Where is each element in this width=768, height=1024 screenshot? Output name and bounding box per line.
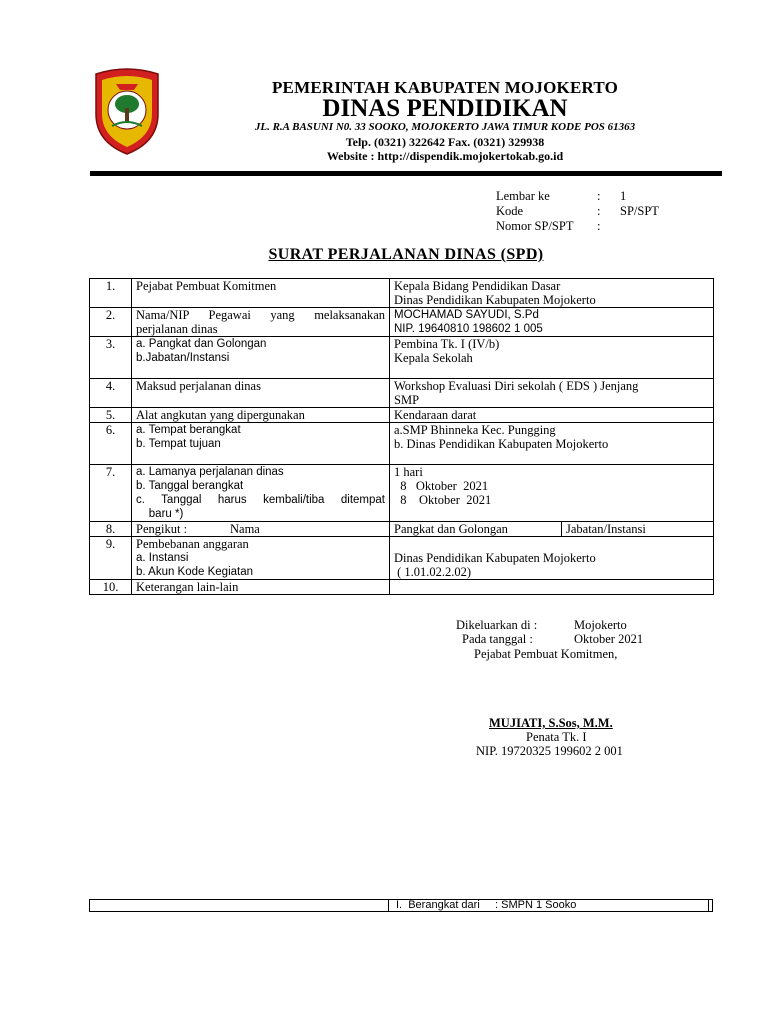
row-value: Kendaraan darat (390, 408, 714, 423)
row-number: 5. (90, 408, 132, 423)
document-title: SURAT PERJALANAN DINAS (SPD) (268, 246, 544, 263)
spd-form-table (89, 278, 714, 595)
row-number: 4. (90, 379, 132, 408)
row-value: Dinas Pendidikan Kabupaten Mojokerto ( 1.01.02.2.02) (390, 537, 714, 580)
meta-sep-number: : (597, 219, 601, 233)
row-number: 6. (90, 423, 132, 465)
office-phone: Telp. (0321) 322642 Fax. (0321) 329938 (345, 135, 545, 149)
issued-date-label: Pada tanggal : (462, 632, 533, 646)
companion-name-header: Nama (230, 522, 260, 536)
table-row (90, 465, 714, 522)
regency-emblem-icon (92, 66, 162, 156)
row-number: 10. (90, 580, 132, 595)
table-row (90, 580, 714, 595)
row-label: Alat angkutan yang dipergunakan (132, 408, 390, 423)
issued-at-label: Dikeluarkan di : (456, 618, 538, 632)
table-divider (708, 900, 709, 911)
companion-label: Pengikut : (136, 522, 188, 536)
row-label: a. Pangkat dan Golongan b.Jabatan/Instansi (132, 337, 390, 379)
meta-value-code: SP/SPT (620, 204, 659, 218)
row-value (390, 580, 714, 595)
signatory-role: Pejabat Pembuat Komitmen, (474, 647, 618, 661)
government-name: PEMERINTAH KABUPATEN MOJOKERTO (271, 78, 619, 97)
meta-label-code: Kode (496, 204, 524, 218)
table-row (90, 522, 714, 537)
row-value: Pembina Tk. I (IV/b) Kepala Sekolah (390, 337, 714, 379)
row-value: a.SMP Bhinneka Kec. Pungging b. Dinas Pendidikan Kabupaten Mojokerto (390, 423, 714, 465)
meta-label-number: Nomor SP/SPT (496, 219, 574, 233)
row-value: Workshop Evaluasi Diri sekolah ( EDS ) Jenjang SMP (390, 379, 714, 408)
row-label: Keterangan lain-lain (132, 580, 390, 595)
row-label: Pembebanan anggaran a. Instansi b. Akun Kode Kegiatan (132, 537, 390, 580)
issued-date-value: Oktober 2021 (574, 632, 644, 646)
signatory-rank: Penata Tk. I (526, 730, 587, 744)
table-divider (388, 900, 389, 911)
signatory-name: MUJIATI, S.Sos, M.M. (489, 716, 613, 730)
table-row (90, 423, 714, 465)
meta-label-sheet: Lembar ke (496, 189, 550, 203)
row-number: 3. (90, 337, 132, 379)
row-label: Pejabat Pembuat Komitmen (132, 279, 390, 308)
row-number: 2. (90, 308, 132, 337)
row-label: Nama/NIP Pegawai yang melaksanakan perjalanan dinas (132, 308, 390, 337)
meta-sep-sheet: : (597, 189, 601, 203)
row-label (132, 522, 390, 537)
row-value: 1 hari 8 Oktober 2021 8 Oktober 2021 (390, 465, 714, 522)
signatory-nip: NIP. 19720325 199602 2 001 (476, 744, 623, 758)
row-label: a. Tempat berangkat b. Tempat tujuan (132, 423, 390, 465)
row-number: 9. (90, 537, 132, 580)
meta-value-sheet: 1 (620, 189, 627, 203)
departure-table (89, 899, 713, 912)
agency-name: DINAS PENDIDIKAN (322, 95, 568, 122)
table-row (90, 537, 714, 580)
companion-position-header: Jabatan/Instansi (562, 522, 714, 537)
table-row (90, 408, 714, 423)
row-number: 8. (90, 522, 132, 537)
office-address: JL. R.A BASUNI N0. 33 SOOKO, MOJOKERTO JAWA TIMUR KODE POS 61363 (254, 121, 636, 133)
meta-sep-code: : (597, 204, 601, 218)
table-row (90, 279, 714, 308)
row-value: MOCHAMAD SAYUDI, S.Pd NIP. 19640810 198602 1 005 (390, 308, 714, 337)
row-value: Kepala Bidang Pendidikan Dasar Dinas Pendidikan Kabupaten Mojokerto (390, 279, 714, 308)
issued-at-value: Mojokerto (574, 618, 627, 632)
departure-from: I. Berangkat dari : SMPN 1 Sooko (396, 899, 577, 911)
row-label: a. Lamanya perjalanan dinas b. Tanggal berangkat c. Tanggal harus kembali/tiba ditempat baru *) (132, 465, 390, 522)
table-row (90, 308, 714, 337)
letterhead-rule (90, 171, 722, 176)
table-row (90, 337, 714, 379)
row-number: 7. (90, 465, 132, 522)
row-label: Maksud perjalanan dinas (132, 379, 390, 408)
office-website: Website : http://dispendik.mojokertokab.go.id (326, 149, 564, 163)
row-number: 1. (90, 279, 132, 308)
table-row (90, 379, 714, 408)
companion-rank-header: Pangkat dan Golongan (390, 522, 562, 537)
